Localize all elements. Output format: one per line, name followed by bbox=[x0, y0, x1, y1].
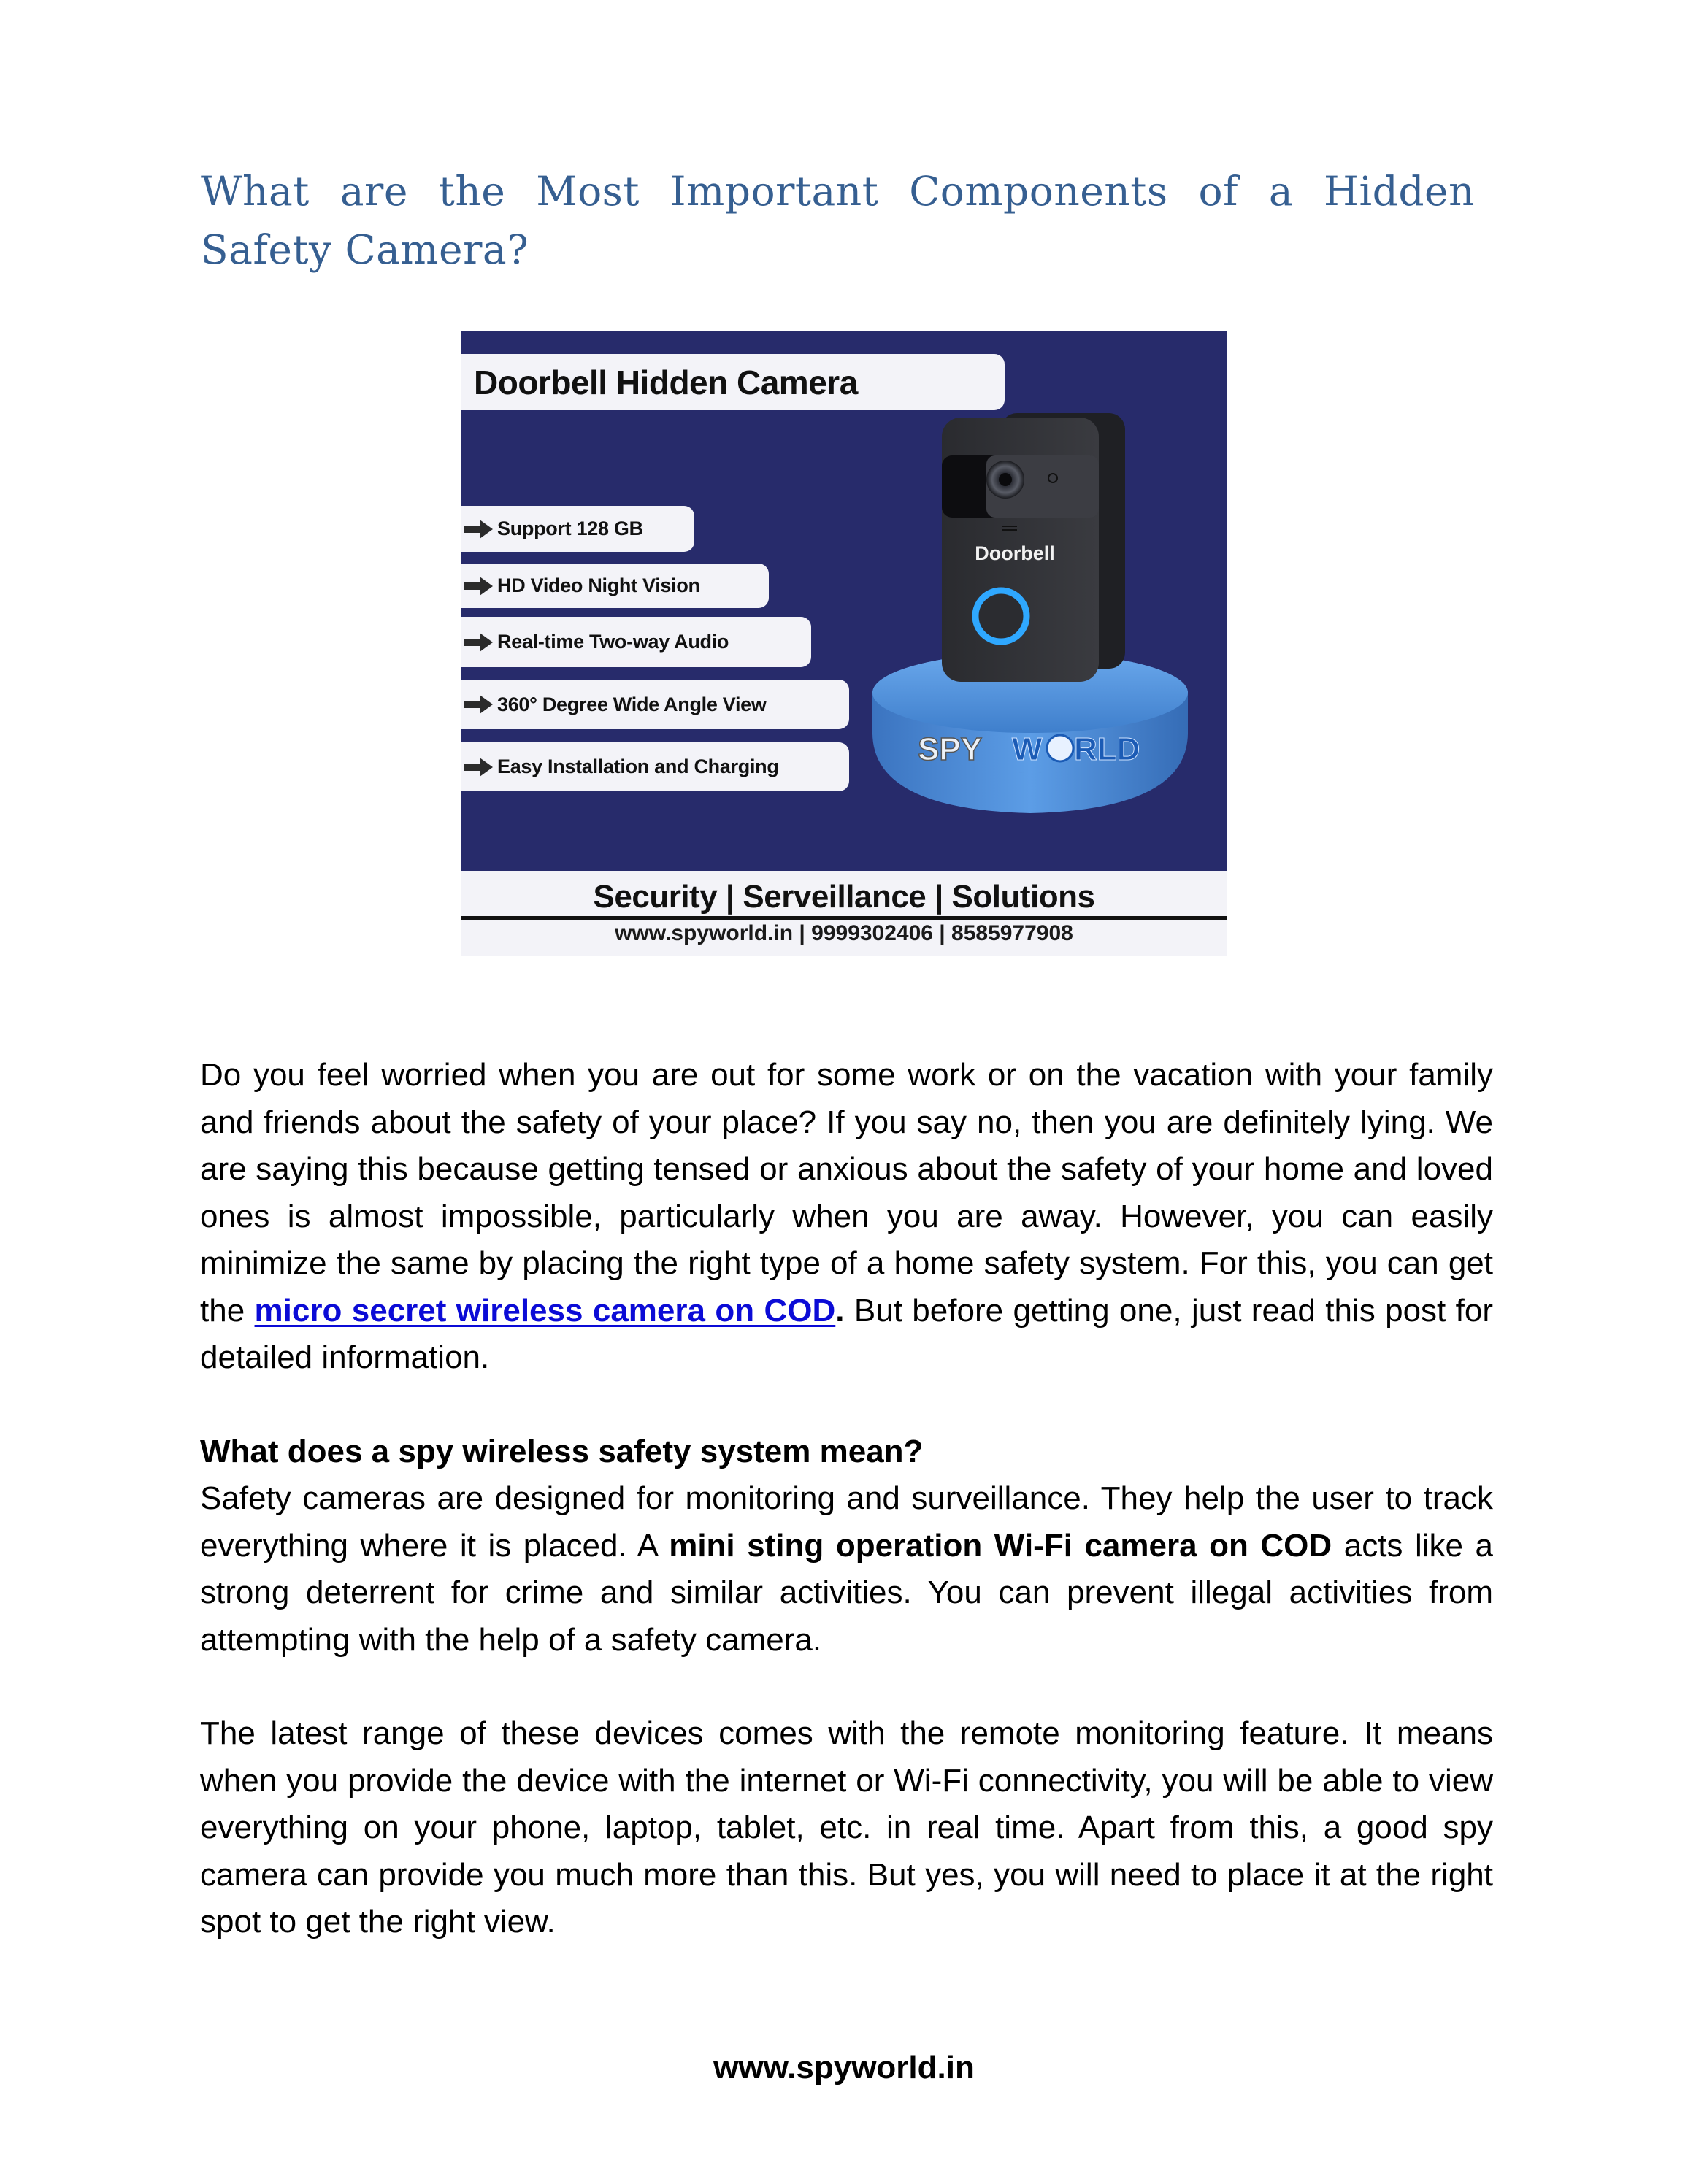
remote-monitoring-paragraph: The latest range of these devices comes with the remote monitoring feature. It means when you provide the device with the internet or Wi-Fi connectivity, you will be able to view everything on your phone, laptop, tablet, etc. in real time. Apart from this, a good spy camera can provide you much more than this. But yes, you will need to place it at the right spot to get the right view. bbox=[200, 1715, 1493, 1939]
banner-tagline: Security | Serveillance | Solutions bbox=[593, 879, 1095, 915]
banner-divider bbox=[461, 916, 1227, 920]
section-heading: What does a spy wireless safety system mean? bbox=[200, 1434, 924, 1469]
paragraph-text: . bbox=[835, 1292, 845, 1329]
arrow-right-icon bbox=[464, 633, 493, 652]
feature-item bbox=[461, 564, 769, 608]
feature-item bbox=[461, 680, 849, 729]
feature-item bbox=[461, 617, 811, 667]
feature-label: Support 128 GB bbox=[497, 518, 643, 539]
paragraph-text: Safety cameras are designed for monitoring and surveillance. They help the user to track everything where it is placed. A bbox=[200, 1480, 1493, 1564]
paragraph-text: But before getting one, just read this post for detailed information. bbox=[200, 1292, 1493, 1375]
page-title: What are the Most Important Components of a Hidden Safety Camera? bbox=[201, 168, 1475, 273]
definition-paragraph bbox=[200, 1475, 1493, 1664]
feature-item bbox=[461, 506, 694, 552]
arrow-right-icon bbox=[464, 577, 493, 596]
arrow-right-icon bbox=[464, 520, 493, 539]
paragraph-text: acts like a strong deterrent for crime and similar activities. You can prevent illegal activities from attempting with the help of a safety camera. bbox=[200, 1527, 1493, 1658]
banner-heading: Doorbell Hidden Camera bbox=[461, 354, 1005, 410]
feature-label: HD Video Night Vision bbox=[497, 574, 700, 596]
arrow-right-icon bbox=[464, 695, 493, 714]
doorbell-device-illustration bbox=[855, 404, 1205, 872]
paragraph-text: Do you feel worried when you are out for some work or on the vacation with your family and friends about the safety of your place? If you say no, then you are definitely lying. We are saying this because getting tensed or anxious about the safety of your home and loved ones is almost impossible, particularly when you are away. However, you can easily minimize the same by placing the right type of a home safety system. For this, you can get the bbox=[200, 1057, 1493, 1329]
banner-contact: www.spyworld.in | 9999302406 | 8585977908 bbox=[615, 921, 1073, 945]
feature-label: Real-time Two-way Audio bbox=[497, 631, 729, 653]
svg-text:RLD: RLD bbox=[1074, 731, 1140, 767]
feature-item bbox=[461, 742, 849, 791]
bold-keyword: mini sting operation Wi-Fi camera on COD bbox=[669, 1527, 1332, 1564]
device-label: Doorbell bbox=[975, 542, 1055, 564]
product-banner-image bbox=[461, 331, 1227, 956]
svg-text:W: W bbox=[1012, 731, 1043, 767]
feature-label: Easy Installation and Charging bbox=[497, 755, 779, 777]
svg-text:SPY: SPY bbox=[918, 731, 983, 767]
feature-label: 360° Degree Wide Angle View bbox=[497, 693, 767, 715]
intro-paragraph bbox=[200, 1052, 1493, 1382]
product-link[interactable]: micro secret wireless camera on COD bbox=[254, 1292, 836, 1329]
arrow-right-icon bbox=[464, 758, 493, 777]
footer-website: www.spyworld.in bbox=[713, 2050, 975, 2085]
